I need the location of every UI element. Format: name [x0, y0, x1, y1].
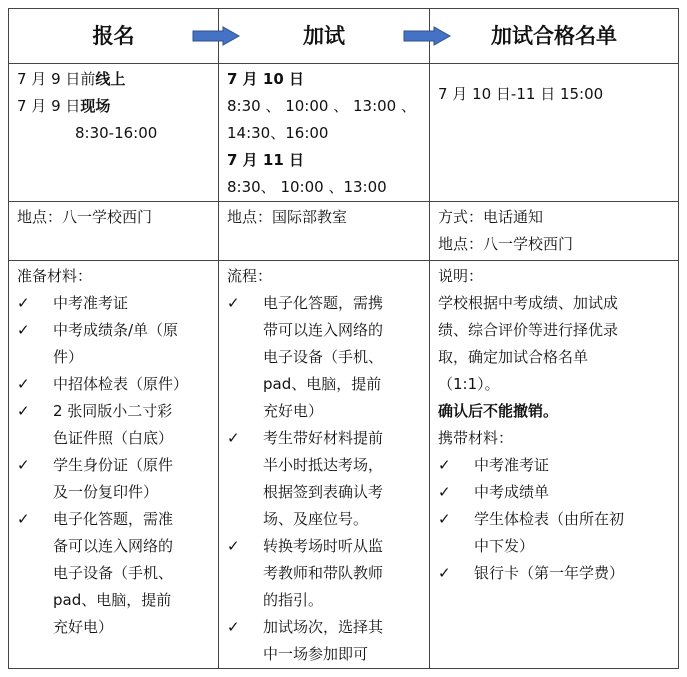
registration-location-cell [9, 202, 219, 261]
notify-method: 方式：电话通知 [438, 208, 544, 226]
checklist-item-text: 带可以连入网络的 [263, 321, 384, 339]
notes-paragraph [438, 290, 672, 398]
checklist-item [438, 560, 672, 587]
checklist-item-text: 电子设备（手机、 [263, 348, 384, 366]
notes-paragraph-line: 取，确定加试合格名单 [438, 348, 589, 366]
registration-location: 地点：八一学校西门 [17, 208, 153, 226]
location-row [9, 202, 679, 261]
checklist-item-text: 中考成绩单 [474, 483, 550, 501]
checklist-item-text: 充好电） [53, 618, 114, 636]
header-registration-label: 报名 [92, 23, 135, 48]
checklist-item [438, 452, 672, 479]
check-mark-icon: ✓ [227, 429, 240, 447]
check-mark-icon: ✓ [438, 456, 451, 474]
checklist-item-text: pad、电脑，提前 [263, 375, 382, 393]
checklist-item-text: 中一场参加即可 [263, 645, 369, 663]
check-mark-icon: ✓ [17, 456, 30, 474]
notes-paragraph-line: （1:1）。 [438, 375, 500, 393]
checklist-item-text: 考生带好材料提前 [263, 429, 384, 447]
registration-schedule-table [8, 8, 679, 669]
check-mark-icon: ✓ [17, 294, 30, 312]
checklist-item-text: 学生体检表（由所在初 [474, 510, 625, 528]
process-cell [219, 261, 430, 669]
checklist-item-text: 备可以连入网络的 [53, 537, 174, 555]
pass-list-time-cell [430, 64, 679, 202]
time-row [9, 64, 679, 202]
materials-title: 准备材料： [17, 267, 93, 285]
header-exam-label: 加试 [303, 23, 345, 48]
header-pass-list-label: 加试合格名单 [491, 23, 617, 48]
checklist-item [438, 479, 672, 506]
checklist-item-text: 场、及座位号。 [263, 510, 369, 528]
checklist-item-text: 中下发） [474, 537, 535, 555]
checklist-item-text: 电子设备（手机、 [53, 564, 174, 582]
checklist-item-text: 根据签到表确认考 [263, 483, 384, 501]
onsite-date-line: 7 月 9 日现场 [17, 97, 111, 115]
checklist-item-text: 电子化答题，需携 [263, 294, 384, 312]
exam-time-cell [219, 64, 430, 202]
checklist-item [227, 425, 423, 533]
check-mark-icon: ✓ [227, 537, 240, 555]
check-mark-icon: ✓ [17, 402, 30, 420]
checklist-item-text: 充好电） [263, 402, 324, 420]
notes-bold-warning: 确认后不能撤销。 [438, 402, 559, 420]
details-row [9, 261, 679, 669]
checklist-item-text: 中招体检表（原件） [53, 375, 189, 393]
check-mark-icon: ✓ [17, 321, 30, 339]
checklist-item [17, 398, 212, 452]
header-exam [219, 9, 430, 64]
checklist-item-text: 色证件照（白底） [53, 429, 174, 447]
pass-list-location: 地点：八一学校西门 [438, 235, 574, 253]
notes-paragraph-line: 学校根据中考成绩、加试成 [438, 294, 619, 312]
checklist-item [17, 506, 212, 641]
checklist-item-text: 转换考场时听从监 [263, 537, 384, 555]
checklist-item [17, 317, 212, 371]
check-mark-icon: ✓ [17, 510, 30, 528]
exam-location-cell [219, 202, 430, 261]
check-mark-icon: ✓ [227, 294, 240, 312]
checklist-item [227, 533, 423, 614]
online-deadline-line: 7 月 9 日前线上 [17, 70, 126, 88]
exam-day2: 7 月 11 日 [227, 151, 304, 169]
header-row [9, 9, 679, 64]
checklist-item-text: 电子化答题，需准 [53, 510, 174, 528]
checklist-item-text: 半小时抵达考场， [263, 456, 384, 474]
notes-title: 说明： [438, 267, 484, 285]
materials-cell [9, 261, 219, 669]
registration-time-cell [9, 64, 219, 202]
checklist-item [227, 290, 423, 425]
check-mark-icon: ✓ [438, 483, 451, 501]
notes-cell [430, 261, 679, 669]
check-mark-icon: ✓ [227, 618, 240, 636]
checklist-item-text: 中考成绩条/单（原 [53, 321, 179, 339]
check-mark-icon: ✓ [438, 510, 451, 528]
checklist-item-text: pad、电脑，提前 [53, 591, 172, 609]
checklist-item [227, 614, 423, 668]
checklist-item-text: 的指引。 [263, 591, 324, 609]
checklist-item-text: 加试场次，选择其 [263, 618, 384, 636]
checklist-item-text: 中考准考证 [53, 294, 129, 312]
process-title: 流程： [227, 267, 273, 285]
header-pass-list [430, 9, 679, 64]
checklist-item-text: 考教师和带队教师 [263, 564, 384, 582]
carry-materials-title: 携带材料： [438, 429, 514, 447]
checklist-item-text: 学生身份证（原件 [53, 456, 174, 474]
exam-day2-times: 8:30、 10:00 、13:00 [227, 178, 387, 196]
onsite-hours-line: 8:30-16:00 [75, 124, 158, 142]
checklist-item-text: 2 张同版小二寸彩 [53, 402, 173, 420]
pass-list-time: 7 月 10 日-11 日 15:00 [438, 84, 604, 103]
notes-paragraph-line: 绩、综合评价等进行择优录 [438, 321, 619, 339]
exam-day1-times-cont: 14:30、16:00 [227, 124, 329, 142]
exam-day1: 7 月 10 日 [227, 70, 304, 88]
checklist-item [17, 290, 212, 317]
header-registration [9, 9, 219, 64]
checklist-item [17, 371, 212, 398]
checklist-item-text: 及一份复印件） [53, 483, 159, 501]
pass-list-location-cell [430, 202, 679, 261]
checklist-item-text: 银行卡（第一年学费） [474, 564, 625, 582]
exam-location: 地点：国际部教室 [227, 208, 348, 226]
checklist-item [438, 506, 672, 560]
checklist-item [17, 452, 212, 506]
checklist-item-text: 中考准考证 [474, 456, 550, 474]
check-mark-icon: ✓ [17, 375, 30, 393]
exam-day1-times: 8:30 、 10:00 、 13:00 、 [227, 97, 416, 115]
check-mark-icon: ✓ [438, 564, 451, 582]
checklist-item-text: 件） [53, 348, 84, 366]
